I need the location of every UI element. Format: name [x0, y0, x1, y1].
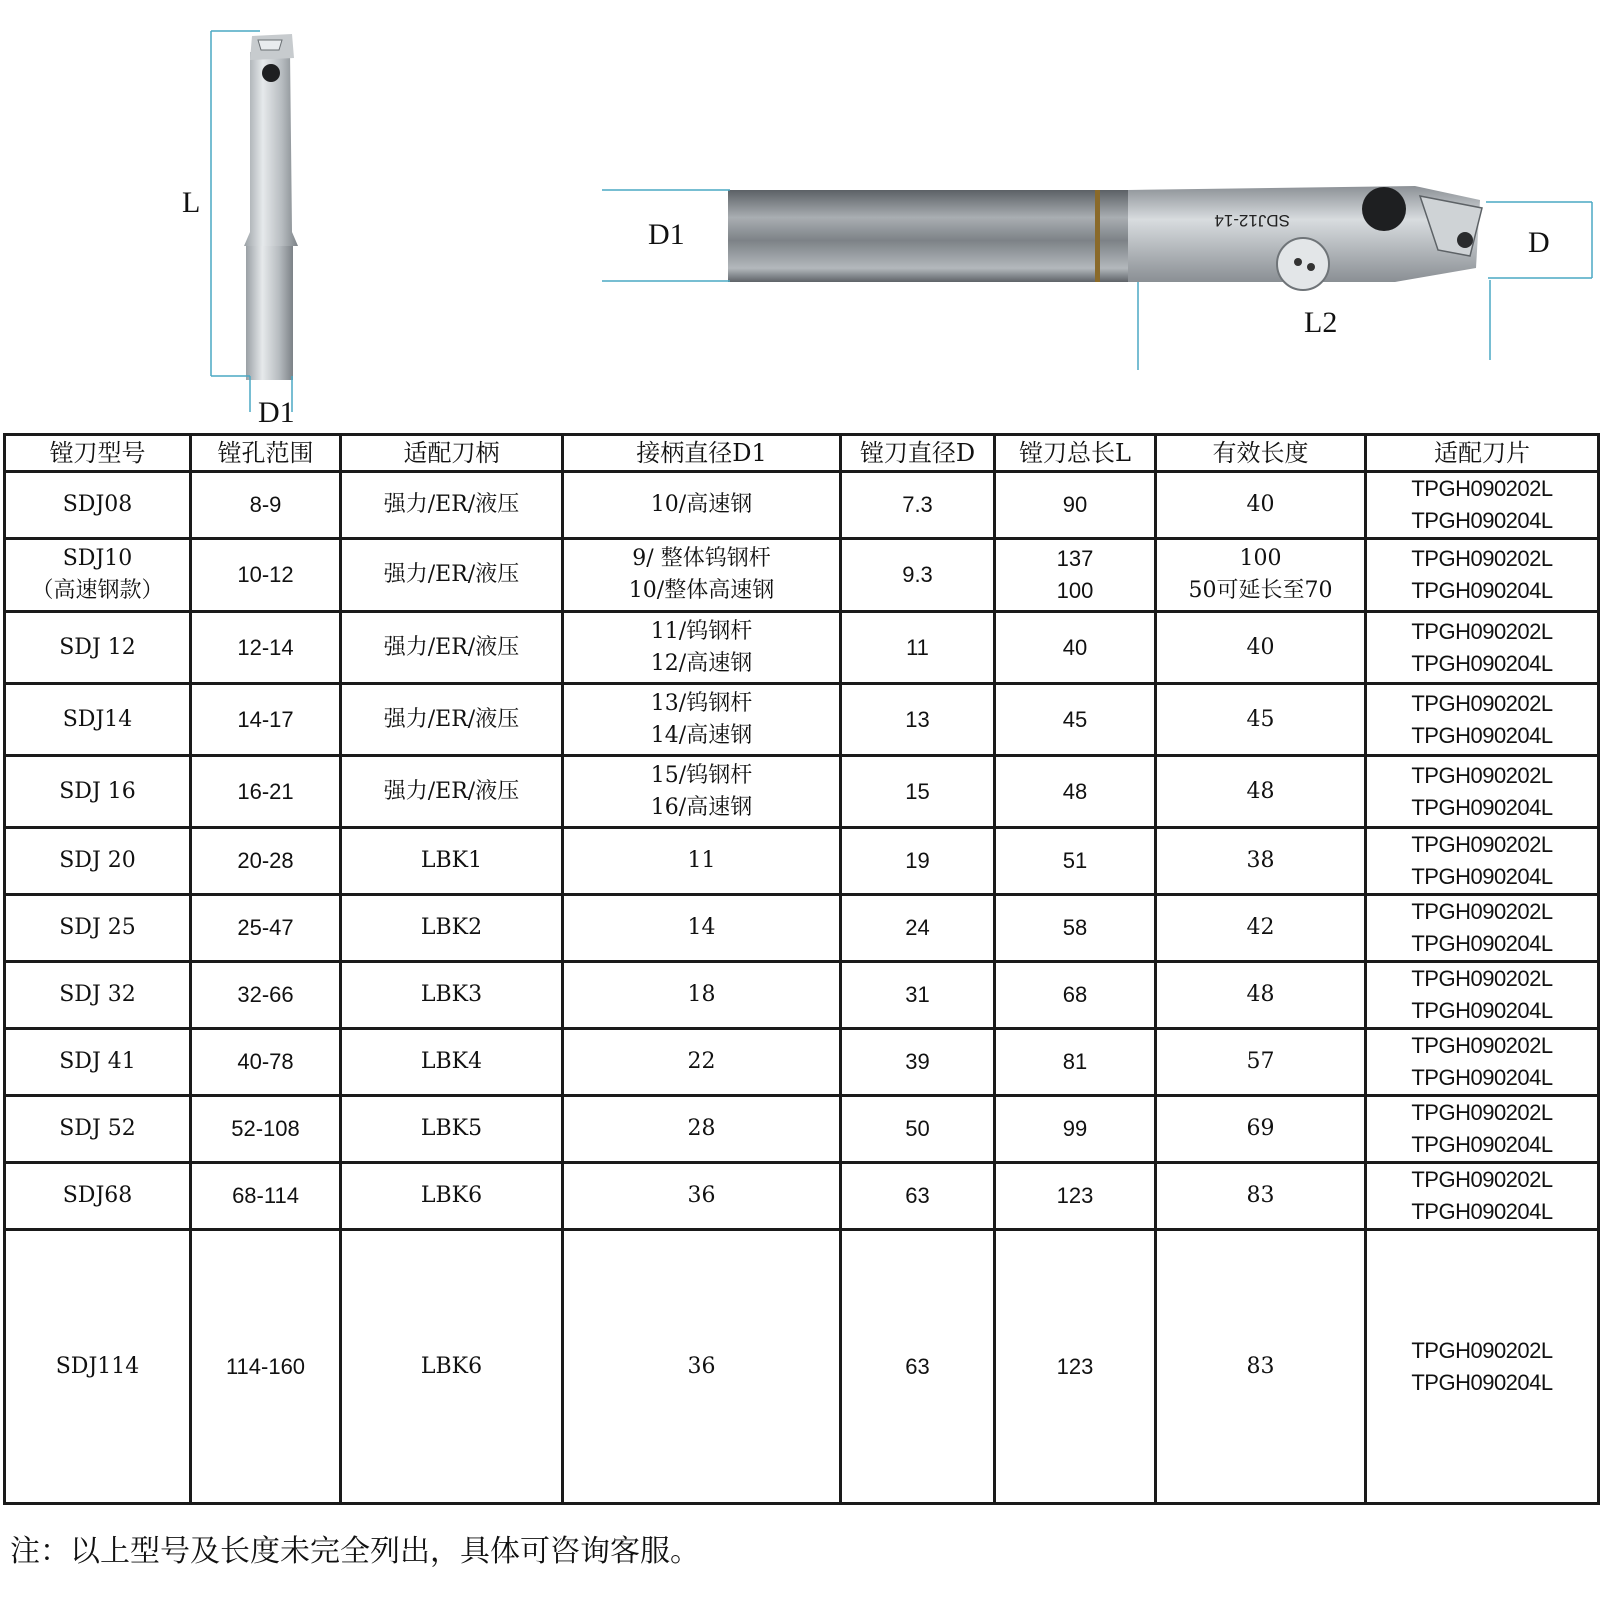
column-header: 镗刀直径D [841, 435, 995, 472]
cell-total-length [995, 684, 1156, 756]
cell-holder: 强力/ER/液压 [341, 539, 563, 612]
cell-total-length-line: 123 [1056, 1183, 1094, 1208]
cell-insert-line: TPGH090204L [1411, 998, 1553, 1023]
cell-range: 12-14 [191, 612, 341, 684]
cell-model-line: SDJ 41 [59, 1049, 136, 1074]
cell-shank-diameter-line: 10/整体高速钢 [628, 578, 775, 603]
cell-model-line: （高速钢款） [31, 578, 164, 603]
cell-insert-line: TPGH090204L [1411, 931, 1553, 956]
cell-range: 40-78 [191, 1029, 341, 1096]
cell-shank-diameter-line: 10/高速钢 [650, 492, 753, 517]
cell-shank-diameter-line: 36 [687, 1183, 716, 1208]
cell-insert-line: TPGH090204L [1411, 1369, 1553, 1395]
cell-holder: LBK2 [341, 895, 563, 962]
column-header: 接柄直径D1 [563, 435, 841, 472]
cell-total-length [995, 895, 1156, 962]
cell-range: 14-17 [191, 684, 341, 756]
cell-effective-length-line: 83 [1246, 1183, 1275, 1208]
cell-range: 114-160 [191, 1230, 341, 1504]
cell-shank-diameter-line: 18 [687, 982, 716, 1007]
cell-insert-line: TPGH090202L [1411, 546, 1553, 571]
cell-insert [1366, 1163, 1599, 1230]
cell-tool-diameter: 39 [841, 1029, 995, 1096]
table-header-row [5, 435, 1599, 472]
cell-insert-line: TPGH090202L [1411, 690, 1553, 716]
cell-effective-length-line: 100 [1239, 546, 1282, 571]
cell-effective-length [1156, 828, 1366, 895]
table-row [5, 539, 1599, 612]
cell-shank-diameter-line: 36 [687, 1353, 716, 1379]
cell-insert-line: TPGH090202L [1411, 1100, 1553, 1125]
cell-insert [1366, 756, 1599, 828]
cell-insert [1366, 962, 1599, 1029]
table-row [5, 756, 1599, 828]
cell-insert-line: TPGH090204L [1411, 1132, 1553, 1157]
cell-effective-length-line: 40 [1246, 634, 1275, 660]
cell-effective-length-line: 38 [1246, 848, 1275, 873]
table-row [5, 472, 1599, 539]
cell-effective-length [1156, 612, 1366, 684]
cell-insert-line: TPGH090202L [1411, 1337, 1553, 1363]
cell-model [5, 1163, 191, 1230]
cell-shank-diameter-line: 9/ 整体钨钢杆 [632, 546, 771, 571]
cell-insert [1366, 1096, 1599, 1163]
cell-effective-length-line: 50可延长至70 [1188, 578, 1333, 603]
cell-shank-diameter-line: 11 [687, 848, 716, 873]
cell-model-line: SDJ 52 [59, 1116, 136, 1141]
cell-effective-length [1156, 1230, 1366, 1504]
footnote: 注：以上型号及长度未完全列出，具体可咨询客服。 [10, 1534, 700, 1569]
column-header: 适配刀柄 [341, 435, 563, 472]
cell-insert [1366, 895, 1599, 962]
cell-insert-line: TPGH090204L [1411, 508, 1553, 533]
cell-holder: 强力/ER/液压 [341, 756, 563, 828]
dimension-label-D: D [1528, 226, 1550, 259]
cell-total-length-line: 45 [1062, 706, 1088, 732]
cell-insert-line: TPGH090204L [1411, 650, 1553, 676]
cell-tool-diameter: 7.3 [841, 472, 995, 539]
cell-tool-diameter: 15 [841, 756, 995, 828]
cell-insert-line: TPGH090202L [1411, 832, 1553, 857]
cell-total-length [995, 1230, 1156, 1504]
cell-shank-diameter [563, 1096, 841, 1163]
cell-insert [1366, 828, 1599, 895]
cell-shank-diameter-line: 28 [687, 1116, 716, 1141]
cell-tool-diameter: 13 [841, 684, 995, 756]
cell-range: 25-47 [191, 895, 341, 962]
cell-holder: LBK3 [341, 962, 563, 1029]
vertical-boring-tool [244, 34, 298, 380]
cell-holder: LBK6 [341, 1163, 563, 1230]
cell-shank-diameter-line: 11/钨钢杆 [650, 618, 753, 644]
cell-model-line: SDJ10 [62, 546, 133, 571]
cell-shank-diameter [563, 684, 841, 756]
cell-effective-length-line: 48 [1246, 778, 1275, 804]
cell-shank-diameter [563, 612, 841, 684]
column-header: 镗孔范围 [191, 435, 341, 472]
cell-tool-diameter: 9.3 [841, 539, 995, 612]
shank-ring [1095, 190, 1100, 282]
cell-model-line: SDJ68 [62, 1183, 133, 1208]
cell-insert-line: TPGH090202L [1411, 899, 1553, 924]
cell-shank-diameter [563, 828, 841, 895]
cell-tool-diameter: 31 [841, 962, 995, 1029]
table-body [5, 472, 1599, 1504]
cell-shank-diameter [563, 895, 841, 962]
table-row [5, 612, 1599, 684]
cell-model [5, 1029, 191, 1096]
column-header: 镗刀型号 [5, 435, 191, 472]
cell-effective-length [1156, 1163, 1366, 1230]
cell-shank-diameter [563, 539, 841, 612]
table-row [5, 1163, 1599, 1230]
cell-range: 10-12 [191, 539, 341, 612]
cell-model-line: SDJ114 [55, 1353, 140, 1379]
cell-model [5, 612, 191, 684]
cell-shank-diameter-line: 13/钨钢杆 [650, 690, 753, 716]
cell-insert-line: TPGH090202L [1411, 966, 1553, 991]
cell-total-length [995, 1163, 1156, 1230]
cell-effective-length [1156, 684, 1366, 756]
cell-holder: LBK5 [341, 1096, 563, 1163]
column-header: 镗刀总长L [995, 435, 1156, 472]
cell-model [5, 1230, 191, 1504]
cell-shank-diameter [563, 756, 841, 828]
table-row [5, 895, 1599, 962]
cell-shank-diameter [563, 1029, 841, 1096]
cell-insert [1366, 472, 1599, 539]
cell-insert-line: TPGH090202L [1411, 1033, 1553, 1058]
cell-model-line: SDJ08 [62, 492, 133, 517]
cell-total-length-line: 90 [1062, 492, 1088, 517]
insert-screw-icon [1457, 232, 1473, 248]
cell-effective-length-line: 40 [1246, 492, 1275, 517]
cell-total-length-line: 99 [1062, 1116, 1088, 1141]
spec-table [3, 433, 1600, 1505]
cell-range: 20-28 [191, 828, 341, 895]
dimension-label-vertical-D1: D1 [258, 396, 295, 429]
cell-tool-diameter: 63 [841, 1163, 995, 1230]
cell-total-length [995, 962, 1156, 1029]
cell-effective-length [1156, 472, 1366, 539]
cell-insert [1366, 684, 1599, 756]
cell-insert-line: TPGH090204L [1411, 864, 1553, 889]
cell-total-length-line: 137 [1056, 546, 1094, 571]
cell-model [5, 962, 191, 1029]
cell-total-length-line: 58 [1062, 915, 1088, 940]
cell-tool-diameter: 19 [841, 828, 995, 895]
table-row [5, 962, 1599, 1029]
cell-total-length-line: 48 [1062, 778, 1088, 804]
cell-effective-length [1156, 539, 1366, 612]
cell-model-line: SDJ 12 [59, 634, 136, 660]
engraving-text: SDJ12-14 [1214, 211, 1290, 230]
cell-total-length [995, 1029, 1156, 1096]
cell-holder: LBK6 [341, 1230, 563, 1504]
cell-total-length-line: 40 [1062, 634, 1088, 660]
cell-total-length [995, 1096, 1156, 1163]
vertical-shank [246, 242, 293, 380]
cell-effective-length-line: 57 [1246, 1049, 1275, 1074]
cell-range: 52-108 [191, 1096, 341, 1163]
cell-effective-length [1156, 1096, 1366, 1163]
cell-model-line: SDJ 20 [59, 848, 136, 873]
cell-total-length-line: 81 [1062, 1049, 1088, 1074]
cell-model-line: SDJ14 [62, 706, 133, 732]
cell-holder: LBK1 [341, 828, 563, 895]
tool-diagram-svg [0, 0, 1600, 430]
cell-effective-length-line: 83 [1246, 1353, 1275, 1379]
cell-range: 16-21 [191, 756, 341, 828]
cell-insert-line: TPGH090204L [1411, 794, 1553, 820]
vertical-screw-icon [262, 64, 280, 82]
cell-model [5, 472, 191, 539]
cell-effective-length-line: 45 [1246, 706, 1275, 732]
cell-range: 32-66 [191, 962, 341, 1029]
cell-shank-diameter [563, 962, 841, 1029]
cell-shank-diameter [563, 472, 841, 539]
cell-insert-line: TPGH090204L [1411, 1199, 1553, 1224]
cell-effective-length-line: 42 [1246, 915, 1275, 940]
cell-total-length-line: 51 [1062, 848, 1088, 873]
cell-tool-diameter: 50 [841, 1096, 995, 1163]
cell-effective-length [1156, 1029, 1366, 1096]
cell-model [5, 895, 191, 962]
cell-shank-diameter-line: 12/高速钢 [650, 650, 753, 676]
cell-model [5, 539, 191, 612]
cell-total-length-line: 100 [1056, 578, 1094, 603]
cell-model [5, 684, 191, 756]
horizontal-screw-icon [1362, 187, 1406, 231]
cell-shank-diameter-line: 14/高速钢 [650, 722, 753, 748]
table-row [5, 1029, 1599, 1096]
cell-model [5, 828, 191, 895]
cell-tool-diameter: 63 [841, 1230, 995, 1504]
cell-insert-line: TPGH090202L [1411, 618, 1553, 644]
cell-total-length [995, 756, 1156, 828]
dimension-label-L2: L2 [1304, 306, 1338, 339]
coolant-port-icon [1277, 238, 1329, 290]
horizontal-boring-tool [728, 186, 1482, 290]
cell-insert-line: TPGH090204L [1411, 722, 1553, 748]
cell-holder: 强力/ER/液压 [341, 684, 563, 756]
cell-insert-line: TPGH090202L [1411, 1167, 1553, 1192]
cell-tool-diameter: 24 [841, 895, 995, 962]
cell-shank-diameter-line: 22 [687, 1049, 716, 1074]
cell-effective-length-line: 69 [1246, 1116, 1275, 1141]
cell-insert-line: TPGH090202L [1411, 762, 1553, 788]
cell-effective-length-line: 48 [1246, 982, 1275, 1007]
cell-model [5, 756, 191, 828]
table-row [5, 1096, 1599, 1163]
cell-shank-diameter [563, 1230, 841, 1504]
cell-effective-length [1156, 962, 1366, 1029]
cell-insert-line: TPGH090204L [1411, 578, 1553, 603]
dimension-label-L: L [182, 186, 201, 219]
cell-insert-line: TPGH090202L [1411, 476, 1553, 501]
cell-tool-diameter: 11 [841, 612, 995, 684]
cell-shank-diameter-line: 16/高速钢 [650, 794, 753, 820]
cell-total-length-line: 123 [1056, 1353, 1094, 1379]
cell-insert [1366, 539, 1599, 612]
dimension-label-horizontal-D1: D1 [648, 218, 685, 251]
column-header: 适配刀片 [1366, 435, 1599, 472]
column-header: 有效长度 [1156, 435, 1366, 472]
table-row [5, 684, 1599, 756]
cell-total-length [995, 828, 1156, 895]
cell-model-line: SDJ 16 [59, 778, 136, 804]
cell-insert-line: TPGH090204L [1411, 1065, 1553, 1090]
cell-shank-diameter-line: 15/钨钢杆 [650, 762, 753, 788]
cell-shank-diameter [563, 1163, 841, 1230]
horizontal-shank [728, 190, 1130, 282]
cell-insert [1366, 1029, 1599, 1096]
table-row [5, 1230, 1599, 1504]
cell-range: 8-9 [191, 472, 341, 539]
cell-effective-length [1156, 756, 1366, 828]
cell-range: 68-114 [191, 1163, 341, 1230]
tool-diagrams [0, 0, 1600, 430]
cell-total-length [995, 539, 1156, 612]
cell-holder: 强力/ER/液压 [341, 612, 563, 684]
cell-total-length-line: 68 [1062, 982, 1088, 1007]
cell-holder: 强力/ER/液压 [341, 472, 563, 539]
cell-shank-diameter-line: 14 [687, 915, 716, 940]
cell-insert [1366, 1230, 1599, 1504]
cell-model-line: SDJ 32 [59, 982, 136, 1007]
cell-effective-length [1156, 895, 1366, 962]
cell-model-line: SDJ 25 [59, 915, 136, 940]
vertical-insert-icon [258, 40, 282, 50]
cell-insert [1366, 612, 1599, 684]
cell-holder: LBK4 [341, 1029, 563, 1096]
cell-total-length [995, 472, 1156, 539]
table-row [5, 828, 1599, 895]
cell-model [5, 1096, 191, 1163]
cell-total-length [995, 612, 1156, 684]
